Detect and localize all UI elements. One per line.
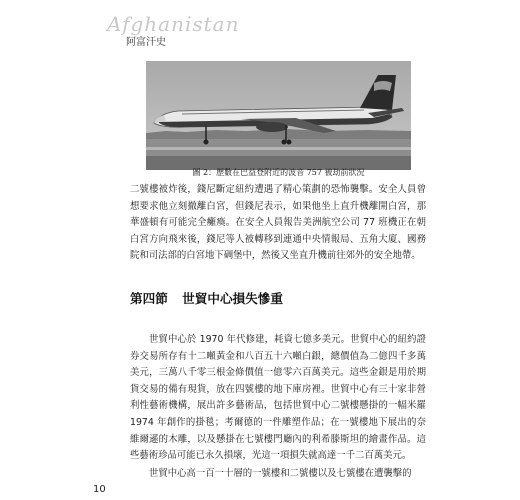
- section-heading: [130, 288, 283, 307]
- airplane-icon: [146, 61, 411, 170]
- book-title: 阿富汗史: [126, 37, 166, 48]
- paragraph-1: 二號樓被炸後，錢尼斷定紐約遭遇了精心策劃的恐怖襲擊。安全人員曾想要求他立刻撤離白宮，但錢尼表示，如果他坐上直升機離開白宮，那華盛頓有可能完全癱瘓。在安全人員報告美洲航空公司 77 班機正在朝白宮方向飛來後，錢尼等人被轉移到連通中央情報局、五角大廈、國務院和司法部的白宮地下碉堡中，然後又坐直升機前往郊外的安全地帶。: [130, 184, 426, 262]
- section-number: 第四節: [130, 291, 168, 306]
- paragraph-2: 世貿中心於 1970 年代修建，耗資七億多美元。世貿中心的紐約證券交易所存有十二噸黃金和八百五十六噸白銀，總價值為二億四千多萬美元，三萬八千零三根金條價值一億零六百萬美元。這些金銀是用於期貨交易的備有現貨，放在四號樓的地下庫房裡。世貿中心有三十家非營利性藝術機構，展出許多藝術品，包括世貿中心二號樓懸掛的一幅米羅 1974 年創作的掛毯；考爾德的一件雕塑作品；在一號樓地下展出的奈維爾遜的木雕，以及懸掛在七號樓門廳內的利希滕斯坦的繪畫作品。這些藝術珍品可能已永久損壞，光這一項損失就高達一千二百萬美元。: [130, 334, 426, 462]
- figure-caption: 圖 2：歷數在巴益登附近的波音 757 被劫前狀況: [192, 168, 365, 177]
- airplane-photo: [146, 61, 411, 170]
- page-number: 10: [93, 484, 106, 495]
- header-logo: Afghanistan: [107, 12, 240, 36]
- paragraph-3: 世貿中心高一百一十層的一號樓和二號樓以及七號樓在遭襲擊的: [149, 468, 412, 479]
- section-title: 世貿中心損失慘重: [182, 291, 283, 306]
